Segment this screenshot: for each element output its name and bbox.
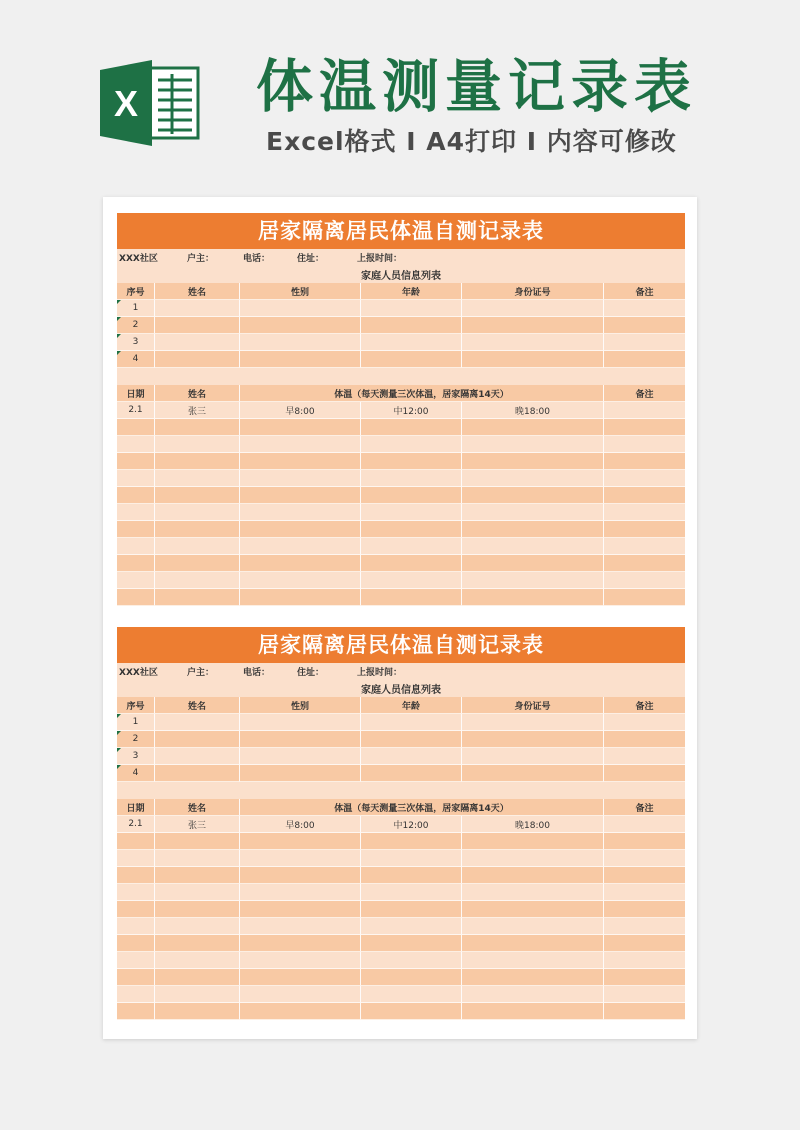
table-row [117,986,685,1003]
empty-cell[interactable] [117,850,155,867]
empty-cell[interactable] [361,453,462,470]
empty-cell[interactable] [117,969,155,986]
empty-cell[interactable] [604,969,685,986]
table-row [117,969,685,986]
table-row [117,884,685,901]
table-row [117,555,685,572]
table-row [117,765,685,782]
empty-cell[interactable] [155,538,240,555]
phone-label: 电话： [243,668,271,678]
table-row [117,487,685,504]
report-time-label: 上报时间： [357,668,403,678]
empty-cell[interactable] [462,867,604,884]
empty-cell[interactable] [462,901,604,918]
excel-logo-icon [100,60,200,146]
table-row [117,402,685,419]
table-row [117,419,685,436]
table-row [117,538,685,555]
empty-cell[interactable] [604,521,685,538]
empty-cell[interactable] [117,521,155,538]
empty-cell[interactable] [155,935,240,952]
empty-cell[interactable] [604,935,685,952]
record-form [117,627,685,1020]
address-label: 住址： [297,254,325,264]
blank-rows [117,833,685,1020]
header-cell: 性别 [240,697,361,714]
spacer-row [117,782,685,799]
empty-cell[interactable] [361,419,462,436]
empty-cell[interactable] [240,1003,361,1020]
empty-cell[interactable] [240,572,361,589]
header-cell: 姓名 [155,283,240,300]
empty-cell[interactable] [155,952,240,969]
empty-cell[interactable] [155,453,240,470]
empty-cell[interactable] [240,555,361,572]
table-row [117,935,685,952]
householder-label: 户主： [187,254,215,264]
document-paper [103,197,697,1039]
empty-cell[interactable] [361,436,462,453]
table-row [117,453,685,470]
noon-cell[interactable]: 中12:00 [361,402,462,419]
header-cell: 序号 [117,697,155,714]
empty-cell[interactable] [361,589,462,606]
empty-cell[interactable] [117,1003,155,1020]
empty-cell[interactable] [117,453,155,470]
empty-cell[interactable] [462,589,604,606]
community-label: XXX社区 [119,668,158,678]
form-title: 居家隔离居民体温自测记录表 [117,213,685,249]
empty-cell[interactable] [240,589,361,606]
empty-cell[interactable] [155,589,240,606]
empty-cell[interactable] [155,419,240,436]
date-header: 日期 [117,385,155,402]
empty-cell[interactable] [462,935,604,952]
empty-cell[interactable] [462,436,604,453]
empty-cell[interactable] [155,833,240,850]
empty-cell[interactable] [155,470,240,487]
empty-cell[interactable] [240,833,361,850]
remark-header: 备注 [604,799,685,816]
empty-cell[interactable] [117,935,155,952]
table-row [117,572,685,589]
empty-cell[interactable] [361,1003,462,1020]
empty-cell[interactable] [240,901,361,918]
empty-cell[interactable] [462,521,604,538]
empty-cell[interactable] [462,504,604,521]
table-row [117,714,685,731]
empty-cell[interactable] [155,572,240,589]
temp-header-row [117,385,685,402]
header-cell: 备注 [604,283,685,300]
empty-cell[interactable] [361,833,462,850]
info-row [117,249,685,266]
empty-cell[interactable] [155,436,240,453]
empty-cell[interactable] [462,850,604,867]
empty-cell[interactable] [240,952,361,969]
empty-cell[interactable] [361,867,462,884]
empty-cell[interactable] [155,867,240,884]
table-row [117,589,685,606]
index-cell[interactable]: 4 [117,765,155,782]
empty-cell[interactable] [462,419,604,436]
empty-cell[interactable] [240,453,361,470]
table-row [117,470,685,487]
empty-cell[interactable] [604,589,685,606]
empty-cell[interactable] [117,487,155,504]
date-cell[interactable]: 2.1 [117,816,155,833]
name-cell[interactable]: 张三 [155,402,240,419]
name-header: 姓名 [155,385,240,402]
empty-cell[interactable] [155,555,240,572]
empty-cell[interactable] [117,867,155,884]
empty-cell[interactable] [604,850,685,867]
table-row [117,317,685,334]
empty-cell[interactable] [240,487,361,504]
morning-cell[interactable]: 早8:00 [240,402,361,419]
header-cell: 姓名 [155,697,240,714]
table-row [117,748,685,765]
header-cell: 身份证号 [462,697,604,714]
family-header-row [117,697,685,714]
empty-cell[interactable] [240,538,361,555]
householder-label: 户主： [187,668,215,678]
table-row [117,952,685,969]
evening-cell[interactable]: 晚18:00 [462,816,604,833]
empty-cell[interactable] [240,935,361,952]
empty-cell[interactable] [361,538,462,555]
table-row [117,334,685,351]
date-header: 日期 [117,799,155,816]
empty-cell[interactable] [604,867,685,884]
empty-cell[interactable] [240,504,361,521]
empty-cell[interactable] [117,538,155,555]
empty-cell[interactable] [117,884,155,901]
evening-cell[interactable]: 晚18:00 [462,402,604,419]
index-cell[interactable]: 1 [117,714,155,731]
morning-cell[interactable]: 早8:00 [240,816,361,833]
empty-cell[interactable] [604,419,685,436]
empty-cell[interactable] [604,470,685,487]
empty-cell[interactable] [604,884,685,901]
empty-cell[interactable] [117,901,155,918]
empty-cell[interactable] [361,901,462,918]
table-row [117,816,685,833]
empty-cell[interactable] [240,419,361,436]
empty-cell[interactable] [240,986,361,1003]
empty-cell[interactable] [604,901,685,918]
family-section-title: 家庭人员信息列表 [117,266,685,283]
empty-cell[interactable] [117,419,155,436]
empty-cell[interactable] [117,918,155,935]
header-cell: 性别 [240,283,361,300]
spacer-row [117,368,685,385]
family-section-title: 家庭人员信息列表 [117,680,685,697]
empty-cell[interactable] [117,952,155,969]
empty-cell[interactable] [462,453,604,470]
empty-cell[interactable] [462,833,604,850]
empty-cell[interactable] [604,453,685,470]
empty-cell[interactable] [462,572,604,589]
empty-cell[interactable] [117,986,155,1003]
report-time-label: 上报时间： [357,254,403,264]
temperature-header: 体温（每天测量三次体温，居家隔离14天） [240,799,604,816]
info-row [117,663,685,680]
empty-cell[interactable] [361,969,462,986]
empty-cell[interactable] [462,555,604,572]
name-header: 姓名 [155,799,240,816]
empty-cell[interactable] [361,572,462,589]
header-cell: 备注 [604,697,685,714]
empty-cell[interactable] [604,986,685,1003]
empty-cell[interactable] [604,1003,685,1020]
empty-cell[interactable] [361,884,462,901]
header-cell: 身份证号 [462,283,604,300]
header-cell: 序号 [117,283,155,300]
empty-cell[interactable] [361,470,462,487]
table-row [117,833,685,850]
temp-header-row [117,799,685,816]
empty-cell[interactable] [155,918,240,935]
empty-cell[interactable] [604,952,685,969]
empty-cell[interactable] [240,521,361,538]
banner [0,0,800,190]
empty-cell[interactable] [155,986,240,1003]
table-row [117,351,685,368]
empty-cell[interactable] [462,952,604,969]
empty-cell[interactable] [117,436,155,453]
empty-cell[interactable] [361,850,462,867]
record-form [117,213,685,606]
empty-cell[interactable] [240,969,361,986]
empty-cell[interactable] [361,986,462,1003]
table-row [117,436,685,453]
empty-cell[interactable] [117,504,155,521]
empty-cell[interactable] [462,487,604,504]
table-row [117,867,685,884]
date-cell[interactable]: 2.1 [117,402,155,419]
empty-cell[interactable] [604,555,685,572]
empty-cell[interactable] [462,538,604,555]
empty-cell[interactable] [117,572,155,589]
empty-cell[interactable] [155,901,240,918]
empty-cell[interactable] [155,969,240,986]
empty-cell[interactable] [361,487,462,504]
empty-cell[interactable] [604,504,685,521]
empty-cell[interactable] [155,850,240,867]
address-label: 住址： [297,668,325,678]
table-row [117,521,685,538]
index-cell[interactable]: 3 [117,748,155,765]
empty-cell[interactable] [604,487,685,504]
empty-cell[interactable] [462,986,604,1003]
phone-label: 电话： [243,254,271,264]
empty-cell[interactable] [155,504,240,521]
remark-header: 备注 [604,385,685,402]
empty-cell[interactable] [361,935,462,952]
empty-cell[interactable] [240,918,361,935]
empty-cell[interactable] [240,436,361,453]
empty-cell[interactable] [155,884,240,901]
empty-cell[interactable] [462,1003,604,1020]
empty-cell[interactable] [604,918,685,935]
noon-cell[interactable]: 中12:00 [361,816,462,833]
form-title: 居家隔离居民体温自测记录表 [117,627,685,663]
table-row [117,901,685,918]
empty-cell[interactable] [361,521,462,538]
page-subtitle: Excel格式 Ⅰ A4打印 Ⅰ 内容可修改 [266,127,677,156]
empty-cell[interactable] [462,470,604,487]
community-label: XXX社区 [119,254,158,264]
empty-cell[interactable] [240,867,361,884]
empty-cell[interactable] [361,918,462,935]
empty-cell[interactable] [155,521,240,538]
family-header-row [117,283,685,300]
index-cell[interactable]: 1 [117,300,155,317]
empty-cell[interactable] [462,918,604,935]
empty-cell[interactable] [361,952,462,969]
index-cell[interactable]: 3 [117,334,155,351]
name-cell[interactable]: 张三 [155,816,240,833]
header-cell: 年龄 [361,697,462,714]
table-row [117,918,685,935]
page-title: 体温测量记录表 [256,54,697,120]
blank-rows [117,419,685,606]
table-row [117,504,685,521]
empty-cell[interactable] [361,504,462,521]
table-row [117,1003,685,1020]
empty-cell[interactable] [462,969,604,986]
empty-cell[interactable] [155,487,240,504]
table-row [117,731,685,748]
empty-cell[interactable] [604,436,685,453]
table-row [117,850,685,867]
logo-letter: X [113,83,139,124]
empty-cell[interactable] [604,538,685,555]
empty-cell[interactable] [604,833,685,850]
empty-cell[interactable] [240,470,361,487]
empty-cell[interactable] [240,850,361,867]
table-row [117,300,685,317]
empty-cell[interactable] [361,555,462,572]
temperature-header: 体温（每天测量三次体温，居家隔离14天） [240,385,604,402]
header-cell: 年龄 [361,283,462,300]
empty-cell[interactable] [604,572,685,589]
empty-cell[interactable] [155,1003,240,1020]
index-cell[interactable]: 4 [117,351,155,368]
empty-cell[interactable] [117,833,155,850]
empty-cell[interactable] [240,884,361,901]
empty-cell[interactable] [462,884,604,901]
empty-cell[interactable] [117,589,155,606]
empty-cell[interactable] [117,555,155,572]
index-cell[interactable]: 2 [117,731,155,748]
empty-cell[interactable] [117,470,155,487]
index-cell[interactable]: 2 [117,317,155,334]
